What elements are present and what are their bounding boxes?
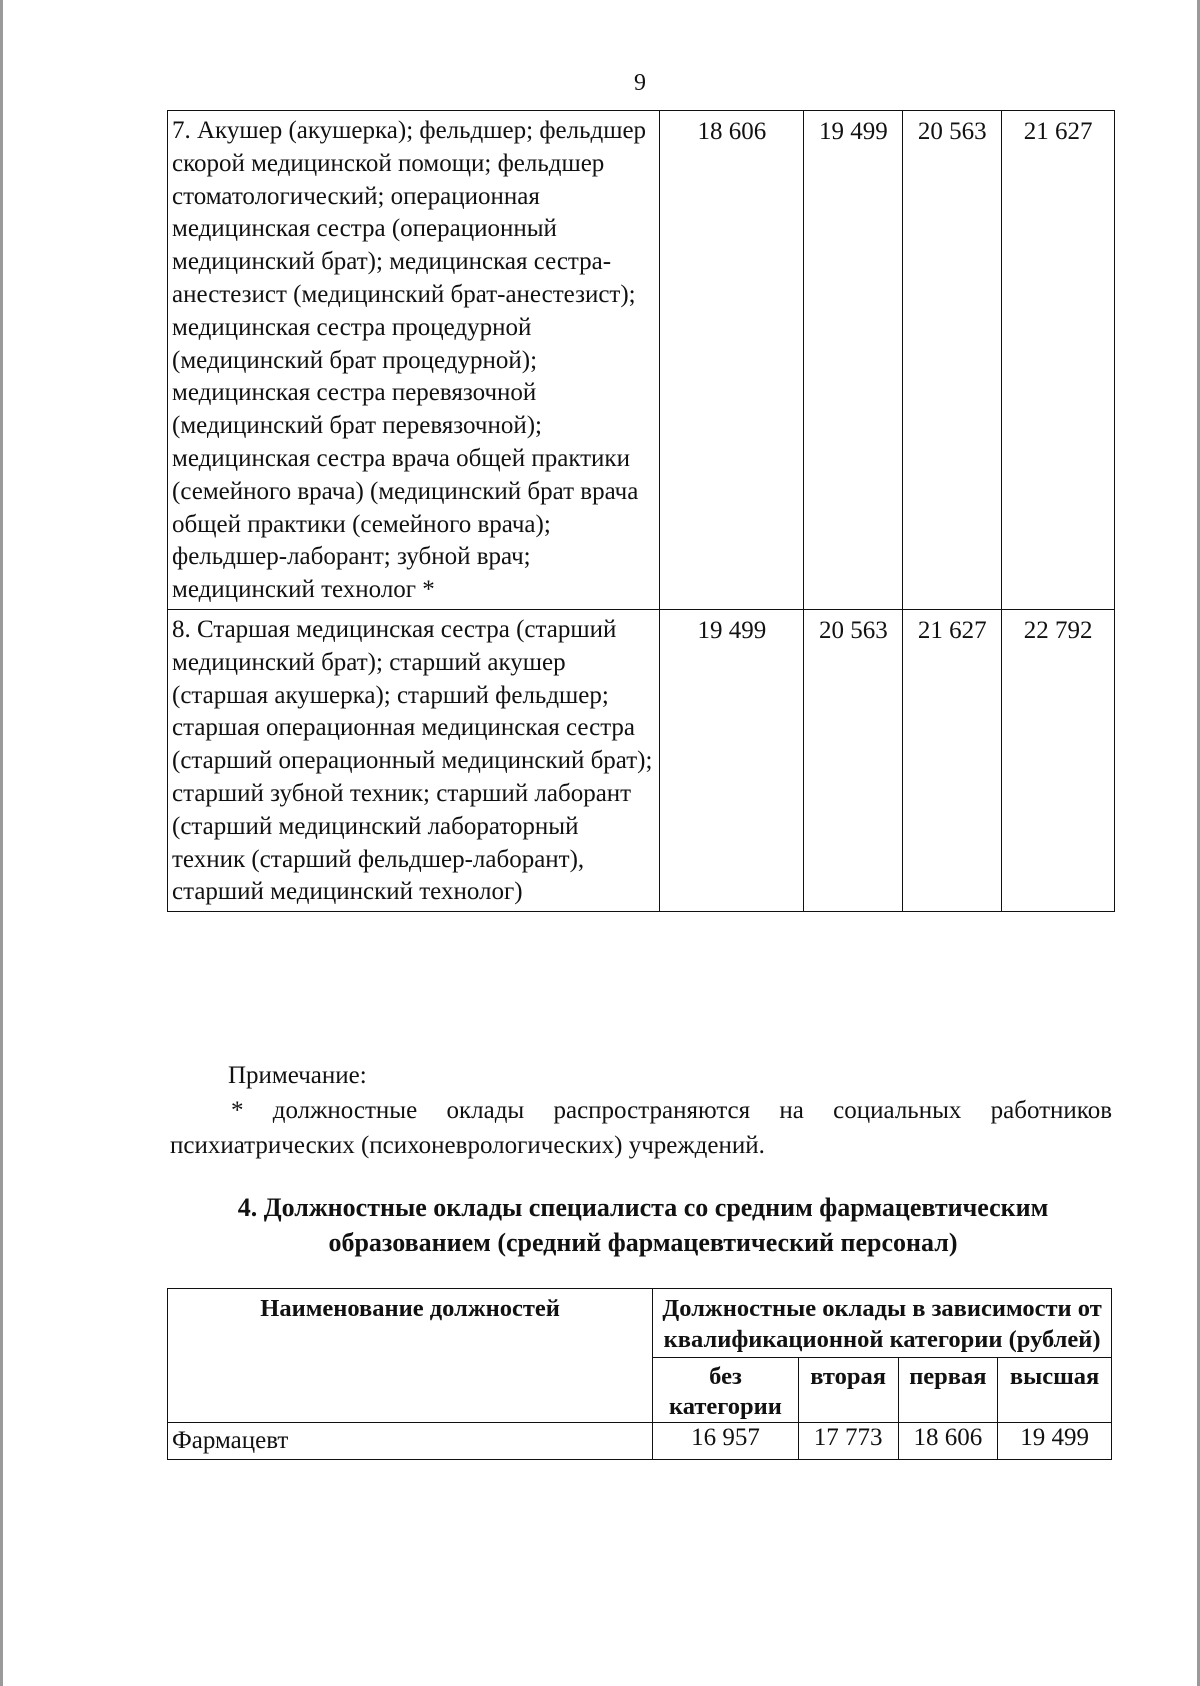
position-name-cell: Фармацевт xyxy=(168,1423,653,1460)
salary-cell-highest: 21 627 xyxy=(1002,111,1115,610)
salary-cell-highest: 19 499 xyxy=(998,1423,1112,1460)
salary-cell-no-category: 18 606 xyxy=(660,111,804,610)
position-name-cell: 7. Акушер (акушерка); фельдшер; фельдшер скорой медицинской помощи; фельдшер стоматологический; операционная медицинская сестра (операционный медицинский брат); медицинская сестра-анестезист (медицинский брат-анестезист); медицинская сестра процедурной (медицинский брат процедурной); медицинская сестра перевязочной (медицинский брат перевязочной); медицинская сестра врача общей практики (семейного врача) (медицинский брат врача общей практики (семейного врача); фельдшер-лаборант; зубной врач; медицинский технолог * xyxy=(168,111,660,610)
scan-edge-left xyxy=(0,0,3,1686)
salary-cell-first: 20 563 xyxy=(903,111,1002,610)
section-heading: 4. Должностные оклады специалиста со средним фармацевтическим образованием (средний фармацевтический персонал) xyxy=(237,1193,1049,1257)
header-highest: высшая xyxy=(998,1358,1112,1423)
header-no-category: без категории xyxy=(653,1358,799,1423)
table-row xyxy=(168,111,1115,610)
note-text: * должностные оклады распространяются на социальных работников психиатрических (психоневрологических) учреждений. xyxy=(170,1097,1112,1159)
header-position-names: Наименование должностей xyxy=(168,1289,653,1423)
note-title: Примечание: xyxy=(228,1062,367,1089)
table-header-row xyxy=(168,1289,1112,1358)
page-number: 9 xyxy=(634,70,646,96)
header-first: первая xyxy=(898,1358,998,1423)
salary-cell-second: 20 563 xyxy=(804,609,903,911)
table-row xyxy=(168,609,1115,911)
pharmacy-salary-table xyxy=(167,1288,1112,1460)
salary-table-continued xyxy=(167,110,1115,912)
salary-cell-second: 19 499 xyxy=(804,111,903,610)
salary-cell-highest: 22 792 xyxy=(1002,609,1115,911)
salary-cell-no-category: 19 499 xyxy=(660,609,804,911)
header-second: вторая xyxy=(798,1358,898,1423)
salary-cell-second: 17 773 xyxy=(798,1423,898,1460)
position-name-cell: 8. Старшая медицинская сестра (старший медицинский брат); старший акушер (старшая акушерка); старший фельдшер; старшая операционная медицинская сестра (старший операционный медицинский брат); старший зубной техник; старший лаборант (старший медицинский лабораторный техник (старший фельдшер-лаборант), старший медицинский технолог) xyxy=(168,609,660,911)
table-row xyxy=(168,1423,1112,1460)
header-salary-group: Должностные оклады в зависимости от квалификационной категории (рублей) xyxy=(653,1289,1112,1358)
salary-cell-no-category: 16 957 xyxy=(653,1423,799,1460)
salary-cell-first: 21 627 xyxy=(903,609,1002,911)
salary-cell-first: 18 606 xyxy=(898,1423,998,1460)
